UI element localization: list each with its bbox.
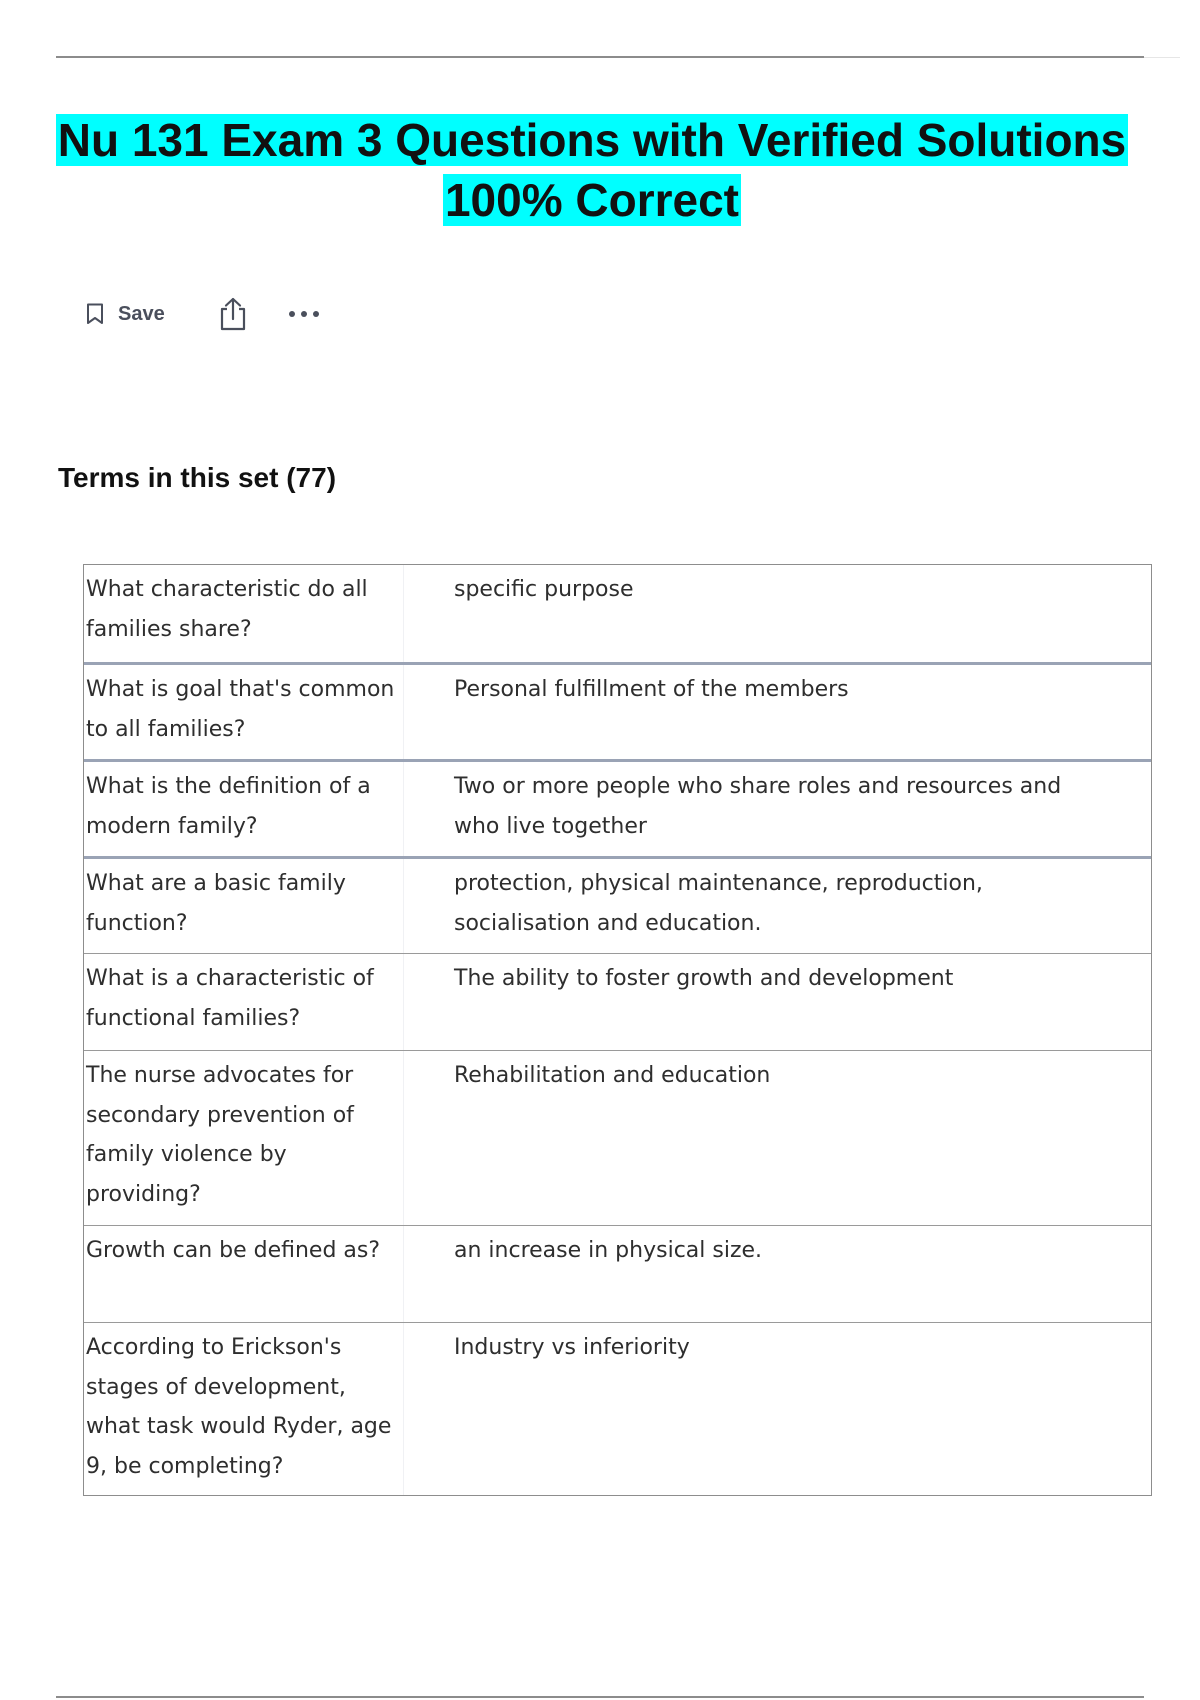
table-row bbox=[84, 1322, 1151, 1495]
terms-count: ( 77 ) bbox=[286, 462, 336, 493]
definition-cell: Industry vs inferiority bbox=[454, 1335, 690, 1360]
top-divider bbox=[56, 56, 1144, 58]
bottom-divider bbox=[56, 1696, 1144, 1698]
title-line-1: Nu 131 Exam 3 Questions with Verified Solutions bbox=[57, 114, 1127, 166]
save-button[interactable] bbox=[86, 303, 165, 326]
top-divider-faint bbox=[1144, 57, 1180, 58]
table-row bbox=[84, 1050, 1151, 1225]
table-row bbox=[84, 856, 1151, 953]
term-cell: The nurse advocates for secondary prevention of family violence by providing? bbox=[84, 1051, 404, 1225]
definition-cell: Two or more people who share roles and resources and who live together bbox=[454, 774, 1062, 839]
term-cell: Growth can be defined as? bbox=[84, 1226, 404, 1322]
share-icon[interactable] bbox=[217, 296, 249, 332]
table-row bbox=[84, 1225, 1151, 1322]
title-line-2: 100% Correct bbox=[444, 174, 740, 226]
save-label: Save bbox=[118, 302, 165, 325]
definition-cell: Personal fulfillment of the members bbox=[454, 677, 849, 702]
definition-cell: an increase in physical size. bbox=[454, 1238, 763, 1263]
term-cell: What is the definition of a modern family? bbox=[84, 762, 404, 856]
definition-cell: Rehabilitation and education bbox=[454, 1063, 771, 1088]
document-title bbox=[40, 110, 1144, 230]
definition-cell: The ability to foster growth and development bbox=[454, 966, 954, 991]
definition-cell: specific purpose bbox=[454, 577, 634, 602]
table-row bbox=[84, 953, 1151, 1050]
more-icon[interactable] bbox=[287, 304, 321, 324]
terms-table bbox=[83, 564, 1152, 1496]
definition-cell: protection, physical maintenance, reproduction, socialisation and education. bbox=[454, 871, 983, 936]
terms-heading-label: Terms in this set bbox=[58, 462, 279, 493]
terms-heading bbox=[58, 462, 336, 494]
term-cell: What is a characteristic of functional families? bbox=[84, 954, 404, 1050]
table-row bbox=[84, 759, 1151, 856]
action-bar bbox=[86, 296, 321, 332]
term-cell: What is goal that's common to all families? bbox=[84, 665, 404, 759]
term-cell: According to Erickson's stages of development, what task would Ryder, age 9, be completing? bbox=[84, 1323, 404, 1495]
term-cell: What characteristic do all families share? bbox=[84, 565, 404, 662]
bookmark-icon bbox=[86, 303, 104, 325]
table-row bbox=[84, 565, 1151, 662]
term-cell: What are a basic family function? bbox=[84, 859, 404, 953]
table-row bbox=[84, 662, 1151, 759]
